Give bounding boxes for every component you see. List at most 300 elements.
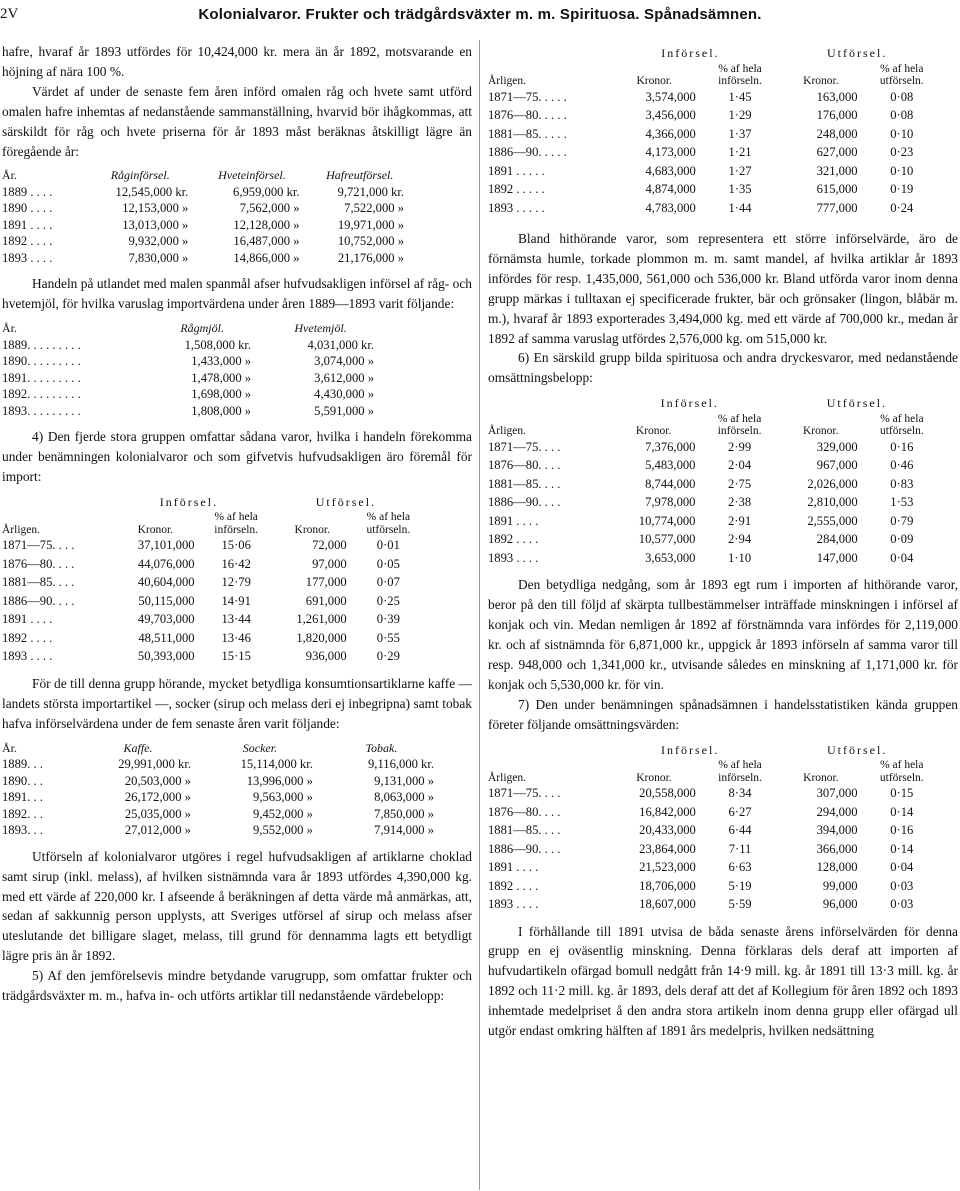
table-cell: 3,074,000 »: [314, 354, 374, 369]
table-cell: 72,000: [312, 538, 347, 553]
table-row: [488, 143, 938, 162]
header-kronor: Kronor.: [803, 75, 839, 87]
table-cell: 366,000: [816, 841, 858, 856]
table-cell: 0·08: [890, 108, 914, 122]
left-column: [2, 42, 472, 1006]
table-cell: 1891 . . . .: [488, 860, 539, 874]
table-cell: 284,000: [816, 532, 858, 547]
table-cell: 1891 . . . . .: [488, 163, 545, 178]
col-header: Hvetemjöl.: [294, 321, 347, 336]
table-row: [2, 353, 382, 370]
table-cell: 1893 . . . .: [2, 649, 53, 664]
table-cell: 329,000: [816, 439, 858, 454]
table-row: [488, 512, 938, 531]
table-row: [488, 199, 938, 218]
header-kronor: Kronor.: [294, 523, 330, 536]
header-pct: % af hela utförseln.: [879, 412, 924, 438]
table-row: [2, 773, 442, 790]
table-cell: 0·04: [890, 550, 914, 565]
table-cell: 1889. . .: [2, 757, 43, 772]
table-cell: 1886—90. . . . .: [488, 145, 567, 159]
table-cell: 12,128,000 »: [233, 217, 300, 232]
table-row: [2, 592, 422, 611]
table-cell: 1891 . . . .: [488, 513, 539, 528]
table-cell: 48,511,000: [138, 630, 195, 645]
table-cell: 7,522,000 »: [344, 201, 404, 216]
table-cell: 0·03: [890, 897, 914, 911]
table-cell: 15,114,000 kr.: [240, 757, 313, 772]
table-cell: 14,866,000 »: [233, 250, 300, 265]
table-cell: 44,076,000: [137, 556, 195, 571]
table-cell: 1871—75. . . .: [488, 786, 561, 800]
table-cell: 0·29: [376, 649, 400, 664]
col-header: Rågmjöl.: [180, 321, 224, 336]
table-cell: 1881—85. . . . .: [488, 126, 567, 141]
table-cell: 97,000: [312, 556, 347, 571]
header-utforsel: Utförsel.: [826, 742, 888, 757]
col-header: År.: [2, 740, 17, 755]
table-cell: 1871—75. . . .: [2, 538, 75, 553]
table-cell: 21,523,000: [639, 860, 696, 874]
table-row: [2, 806, 442, 823]
table-row: [2, 555, 422, 574]
table-cell: 16·42: [221, 556, 251, 571]
header-pct: % af hela utförseln.: [879, 62, 924, 87]
table-cell: 20,558,000: [639, 786, 696, 800]
table-cell: 6·44: [728, 823, 752, 837]
header-kronor: Kronor.: [803, 771, 839, 784]
table-cell: 6·63: [728, 860, 752, 874]
table-cell: 307,000: [816, 786, 858, 800]
table-cell: 0·09: [890, 532, 914, 547]
table-row: [488, 180, 938, 199]
table-cell: 1886—90. . . .: [2, 593, 75, 608]
table-row: [488, 493, 938, 512]
table-cell: 627,000: [816, 145, 858, 159]
table-row: [2, 250, 412, 267]
table-cell: 0·55: [376, 630, 400, 645]
table-cell: 0·16: [890, 439, 914, 454]
table-cell: 96,000: [822, 897, 858, 911]
table-cell: 16,842,000: [639, 804, 696, 819]
table-cell: 9,452,000 »: [253, 806, 313, 821]
table-cell: 0·08: [890, 89, 914, 104]
table-cell: 0·03: [890, 878, 914, 893]
table-cell: 1·37: [728, 126, 752, 141]
header-inforsel: Införsel.: [660, 396, 719, 411]
table-cell: 1,820,000: [296, 630, 347, 645]
table-row: [488, 803, 938, 822]
paragraph: Utförseln af kolonialvaror utgöres i regel hufvudsakligen af artiklarne choklad samt sirup (inkl. melass), af hvilken sistnämnda vara år 1893 utfördes 4,390,000 kg. med ett värde af 220,000 kr. I afseende å beräkningen af detta värde må anmärkas, att, sedan af sakkunnig person upplysts, att Sveriges utförsel af sirup och melass afser uteslutande det billigare slaget, melass, till grund för dennamma lagts ett betydligt lägre pris än år 1892.: [2, 848, 472, 964]
table-cell: 0·15: [890, 786, 914, 800]
header-pct: % af hela utförseln.: [879, 759, 924, 784]
table-cell: 0·79: [890, 513, 914, 528]
table-cell: 1892. . .: [2, 806, 43, 821]
table-cell: 0·39: [376, 612, 400, 627]
table-cell: 1,698,000 »: [191, 387, 252, 402]
table-cell: 0·25: [376, 593, 400, 608]
table-cell: 1893. . . . . . . . .: [2, 403, 81, 418]
paragraph: 7) Den under benämningen spånadsämnen i handelsstatistiken kända gruppen företer följande omsättningsvärden:: [488, 696, 958, 732]
table-cell: 1876—80. . . . .: [488, 108, 567, 122]
col-header: År.: [2, 321, 17, 336]
table-cell: 176,000: [816, 108, 858, 122]
table-cell: 1893. . .: [2, 823, 43, 838]
paragraph: Bland hithörande varor, som representera ett större införselvärde, äro de förnämsta humle, torkade plommon m. m. samt mandel, af hvilka artiklar år 1893 infördes för resp. 1,435,000, 561,000 och 536,000 kr. Bland utförda varor inom denna grupp märkas i tulltaxan ej specificerade frukter, bär och grönsaker (lingon, blåbär m. m.), hvaraf år 1893 exporterades 3,494,000 kg. med ett värde af 700,000 kr., medan år 1892 af samma varuslag utfördes 2,576,000 kg. om 515,000 kr.: [488, 231, 958, 346]
header-pct: % af hela införseln.: [717, 412, 762, 438]
paragraph: hafre, hvaraf år 1893 utfördes för 10,424,000 kr. mera än år 1892, motsvarande en höjning af nära 100 %.: [2, 44, 472, 79]
paragraph: 4) Den fjerde stora gruppen omfattar sådana varor, hvilka i handeln förekomma under benämningen kolonialvaror och som gifvetvis hufvudsakligen äro föremål för import:: [2, 429, 472, 485]
colonial-goods-table: [2, 493, 422, 666]
table-cell: 49,703,000: [137, 612, 195, 627]
table-cell: 20,433,000: [639, 823, 696, 837]
table-row: [2, 233, 412, 250]
table-cell: 5·19: [728, 878, 752, 893]
paragraph: För de till denna grupp hörande, mycket betydliga konsumtionsartiklarne kaffe — landets största importartikel —, socker (sirup och melass deri ej inbegripna) samt tobak hafva införselvärdena under de fem senaste åren varit följande:: [2, 675, 472, 731]
table-cell: 2,555,000: [807, 513, 858, 528]
table-cell: 29,991,000 kr.: [118, 757, 191, 772]
table-cell: 2,026,000: [807, 476, 858, 491]
table-cell: 1·27: [728, 163, 752, 178]
col-header: Kaffe.: [123, 740, 153, 755]
header-pct: % af hela utförseln.: [366, 511, 411, 536]
table-cell: 4,366,000: [645, 126, 696, 141]
table-cell: 1881—85. . . .: [2, 575, 75, 590]
table-cell: 50,115,000: [138, 593, 195, 608]
table-row: [488, 456, 938, 475]
table-cell: 27,012,000 »: [124, 823, 191, 838]
header-kronor: Kronor.: [137, 523, 174, 536]
page-header: [0, 6, 960, 26]
table-cell: 6·27: [728, 804, 752, 819]
table-cell: 5·59: [728, 897, 752, 911]
table-cell: 177,000: [305, 575, 347, 590]
table-row: [488, 88, 938, 107]
table-cell: 0·23: [890, 145, 914, 159]
table-cell: 13,013,000 »: [122, 217, 189, 232]
table-row: [2, 610, 422, 629]
table-cell: 1886—90. . . .: [488, 841, 561, 856]
table-row: [2, 217, 412, 234]
header-pct: % af hela införseln.: [214, 511, 259, 536]
table-cell: 9,721,000 kr.: [337, 184, 404, 199]
table-row: [2, 337, 382, 354]
table-cell: 0·24: [890, 200, 914, 215]
table-cell: 1893 . . . .: [488, 550, 539, 565]
table-cell: 1·10: [728, 550, 752, 565]
header-inforsel: Införsel.: [661, 46, 720, 60]
table-cell: 14·91: [221, 593, 251, 608]
table-cell: 936,000: [305, 649, 347, 664]
col-header: Hafreutförsel.: [326, 168, 394, 183]
table-cell: 0·01: [376, 538, 400, 553]
header-kronor: Kronor.: [802, 425, 839, 438]
table-cell: 1892 . . . .: [2, 234, 53, 249]
table-cell: 3,653,000: [645, 550, 696, 565]
table-cell: 1871—75. . . .: [488, 439, 561, 454]
table-row: [488, 840, 938, 859]
table-cell: 1·44: [728, 200, 752, 215]
col-header: Socker.: [242, 740, 278, 755]
table-cell: 1889 . . . .: [2, 184, 53, 199]
table-cell: 5,483,000: [645, 458, 696, 473]
table-cell: 1·29: [728, 108, 752, 122]
table-row: [488, 877, 938, 896]
table-cell: 1,808,000 »: [191, 403, 252, 418]
table-cell: 7,850,000 »: [374, 806, 434, 821]
table-cell: 1,478,000 »: [191, 370, 252, 385]
table-cell: 4,173,000: [645, 145, 696, 159]
header-pct: % af hela införseln.: [718, 759, 762, 784]
table-cell: 9,116,000 kr.: [368, 757, 434, 772]
header-inforsel: Införsel.: [660, 742, 720, 757]
table-cell: 9,932,000 »: [128, 234, 189, 249]
table-row: [488, 438, 938, 457]
table-cell: 23,864,000: [639, 841, 696, 856]
table-cell: 615,000: [816, 182, 858, 196]
table-row: [2, 200, 412, 217]
textile-table: [488, 741, 938, 914]
table-cell: 25,035,000 »: [124, 806, 191, 821]
table-cell: 18,607,000: [639, 897, 696, 911]
table-cell: 1891 . . . .: [2, 217, 53, 232]
table-cell: 1893 . . . .: [488, 897, 539, 911]
table-cell: 13,996,000 »: [246, 773, 313, 788]
paragraph: 6) En särskild grupp bilda spirituosa och andra dryckesvaror, med nedanstående omsättningsbelopp:: [488, 350, 958, 386]
table-row: [2, 573, 422, 592]
header-utforsel: Utförsel.: [826, 46, 888, 60]
table-cell: 5,591,000 »: [314, 403, 374, 418]
table-cell: 9,563,000 »: [253, 790, 313, 805]
table-row: [2, 536, 422, 555]
page-title: Kolonialvaror. Frukter och trädgårdsväxter m. m. Spirituosa. Spånadsämnen.: [198, 6, 762, 23]
table-row: [488, 549, 938, 568]
table-cell: 2·91: [728, 513, 752, 528]
table-row: [488, 821, 938, 840]
table-cell: 13·44: [221, 612, 251, 627]
table-row: [2, 822, 442, 839]
header-kronor: Kronor.: [636, 771, 672, 784]
table-cell: 0·04: [890, 860, 914, 874]
table-row: [2, 647, 422, 666]
col-header: Råginförsel.: [110, 168, 170, 183]
table-cell: 26,172,000 »: [124, 790, 191, 805]
table-cell: 13·46: [221, 630, 251, 645]
table-cell: 12,153,000 »: [122, 201, 189, 216]
table-cell: 1871—75. . . . .: [488, 89, 567, 104]
table-cell: 4,874,000: [645, 182, 696, 196]
table-cell: 967,000: [816, 458, 858, 473]
table-row: [2, 789, 442, 806]
table-cell: 1891. . .: [2, 790, 43, 805]
table-row: [488, 106, 938, 125]
table-cell: 50,393,000: [137, 649, 195, 664]
table-cell: 248,000: [816, 126, 858, 141]
table-cell: 10,577,000: [638, 532, 696, 547]
table-cell: 0·14: [890, 804, 914, 819]
table-cell: 21,176,000 »: [337, 250, 404, 265]
header-arligen: Årligen.: [2, 523, 41, 536]
table-cell: 10,752,000 »: [337, 234, 404, 249]
table-cell: 1,508,000 kr.: [184, 337, 252, 352]
table-cell: 7·11: [728, 841, 752, 856]
column-divider: [479, 40, 480, 1190]
header-arligen: Årligen.: [488, 425, 527, 438]
header-arligen: Årligen.: [488, 771, 527, 784]
table-cell: 0·10: [890, 126, 914, 141]
table-row: [2, 184, 412, 201]
table-cell: 0·19: [890, 182, 914, 196]
paragraph: I förhållande till 1891 utvisa de båda senaste årens införselvärden för denna grupp en ej oväsentlig minskning. Denna förklaras dels deraf att importen af hufvudartikeln ofärgad bomull nedgått från 14·9 mill. kg. år 1891 till 13·3 mill. kg. år 1892 och 11·2 mill. kg. år 1893, dels deraf att det af Kollegium för åren 1892 och 1893 inhemtade medelpriset å den andra stora artikeln inom denna grupp eller ofärgad ull utgör endast omkring hälften af 1891 års medelpris, hvilken nedsättning: [488, 923, 958, 1039]
table-cell: 1889. . . . . . . . .: [2, 337, 81, 352]
table-cell: 12·79: [221, 575, 251, 590]
table-cell: 2·99: [728, 439, 752, 454]
header-utforsel: Utförsel.: [315, 494, 377, 509]
header-inforsel: Införsel.: [159, 494, 219, 509]
table-cell: 8,744,000: [645, 476, 696, 491]
table-cell: 0·05: [376, 556, 400, 571]
table-cell: 0·07: [376, 575, 400, 590]
table-cell: 1·21: [728, 145, 752, 159]
header-utforsel: Utförsel.: [826, 396, 888, 411]
coffee-sugar-tobacco-table: [2, 740, 442, 839]
table-cell: 37,101,000: [137, 538, 195, 553]
table-cell: 9,552,000 »: [253, 823, 313, 838]
table-cell: 691,000: [305, 593, 347, 608]
table-cell: 1890. . .: [2, 773, 43, 788]
table-cell: 99,000: [822, 878, 858, 893]
table-cell: 1892 . . . . .: [488, 182, 545, 196]
table-cell: 1886—90. . . .: [488, 495, 561, 510]
table-cell: 0·83: [890, 476, 914, 491]
table-cell: 1,433,000 »: [191, 354, 252, 369]
table-cell: 7,830,000 »: [128, 250, 189, 265]
paragraph: Handeln på utlandet med malen spanmål afser hufvudsakligen införsel af råg- och hvetemjöl, för hvilka varuslag importvärdena under åren 1889—1893 varit följande:: [2, 276, 472, 312]
table-cell: 1893 . . . .: [2, 250, 53, 265]
header-kronor: Kronor.: [635, 425, 672, 438]
table-cell: 20,503,000 »: [124, 773, 191, 788]
table-cell: 15·06: [221, 538, 251, 553]
table-cell: 1891. . . . . . . . .: [2, 370, 81, 385]
table-cell: 0·14: [890, 841, 914, 856]
table-row: [488, 475, 938, 494]
table-cell: 18,706,000: [639, 878, 696, 893]
table-cell: 9,131,000 »: [374, 773, 434, 788]
fruit-table: [488, 44, 938, 217]
table-cell: 163,000: [816, 89, 858, 104]
table-cell: 3,456,000: [645, 108, 696, 122]
table-cell: 8·34: [728, 786, 752, 800]
table-cell: 40,604,000: [137, 575, 195, 590]
right-column: [488, 42, 958, 1041]
table-cell: 1881—85. . . .: [488, 823, 561, 837]
table-cell: 1890 . . . .: [2, 201, 53, 216]
table-row: [488, 858, 938, 877]
table-cell: 294,000: [816, 804, 858, 819]
table-cell: 0·46: [890, 458, 914, 473]
table-cell: 1891 . . . .: [2, 612, 53, 627]
table-cell: 128,000: [816, 860, 858, 874]
table-cell: 1876—80. . . .: [488, 804, 561, 819]
table-cell: 1·35: [728, 182, 752, 196]
table-cell: 394,000: [816, 823, 858, 837]
page-number: 2V: [0, 6, 19, 22]
table-cell: 1·45: [728, 89, 752, 104]
table-cell: 0·10: [890, 163, 914, 178]
paragraph: 5) Af den jemförelsevis mindre betydande varugrupp, som omfattar frukter och trädgårdsväxter m. m., hafva in- och utförts artiklar till nedanstående värdebelopp:: [2, 968, 472, 1004]
table-cell: 2·38: [728, 495, 752, 510]
table-cell: 15·15: [221, 649, 251, 664]
table-cell: 777,000: [816, 200, 858, 215]
table-row: [2, 370, 382, 387]
table-cell: 16,487,000 »: [233, 234, 300, 249]
table-cell: 7,914,000 »: [374, 823, 434, 838]
table-row: [488, 125, 938, 144]
table-row: [488, 162, 938, 181]
table-cell: 19,971,000 »: [337, 217, 404, 232]
table-cell: 1893 . . . . .: [488, 200, 545, 215]
table-cell: 1876—80. . . .: [2, 556, 75, 571]
col-header: Hveteinförsel.: [218, 168, 286, 183]
table-cell: 1892. . . . . . . . .: [2, 387, 81, 402]
table-cell: 0·16: [890, 823, 914, 837]
table-row: [2, 756, 442, 773]
table-cell: 4,031,000 kr.: [307, 337, 374, 352]
table-cell: 3,574,000: [645, 89, 696, 104]
table-row: [488, 895, 938, 914]
table-cell: 1890. . . . . . . . .: [2, 354, 81, 369]
table-cell: 1876—80. . . .: [488, 458, 561, 473]
header-arligen: Årligen.: [488, 75, 527, 87]
table-cell: 8,063,000 »: [374, 790, 434, 805]
table-cell: 2·94: [728, 532, 752, 547]
table-cell: 7,376,000: [645, 439, 696, 454]
grain-import-table: [2, 167, 412, 266]
table-cell: 7,562,000 »: [239, 201, 300, 216]
table-cell: 4,683,000: [645, 163, 696, 178]
paragraph: Värdet af under de senaste fem åren införd omalen råg och hvete samt utförd omalen hafre inhemtas af nedanstående sammanställning, hvarvid bör ihågkommas, att särskildt för råg och hvete priserna för år 1893 måst beräknas åtskilligt lägre än föregående år:: [2, 83, 472, 159]
header-pct: % af hela införseln.: [718, 62, 762, 87]
table-cell: 1881—85. . . .: [488, 476, 561, 491]
table-cell: 2·75: [728, 476, 752, 491]
table-cell: 321,000: [816, 163, 858, 178]
table-cell: 147,000: [816, 550, 858, 565]
col-header: År.: [2, 168, 17, 183]
table-row: [2, 386, 382, 403]
header-kronor: Kronor.: [636, 75, 672, 87]
table-cell: 2·04: [728, 458, 752, 473]
table-cell: 10,774,000: [638, 513, 696, 528]
paragraph: Den betydliga nedgång, som år 1893 egt rum i importen af hithörande varor, beror på den till följd af skärpta tullbestämmelser inträffade minskningen i införsel af konjak och vin. Medan nemligen år 1892 af förstnämnda vara infördes för 2,119,000 kr. och af sistnämnda för 6,871,000 kr., uppgick år 1893 införseln af samma varor till resp. 948,000 och 1,341,000 kr., utvisande således en minskning af 1,171,000 kr. för konjak och 5,530,000 kr. för vin.: [488, 577, 958, 692]
table-cell: 1892 . . . .: [2, 630, 53, 645]
table-row: [2, 629, 422, 648]
table-row: [488, 530, 938, 549]
table-cell: 1·53: [890, 495, 914, 510]
table-row: [488, 784, 938, 803]
table-cell: 12,545,000 kr.: [115, 184, 189, 199]
table-cell: 1892 . . . .: [488, 878, 539, 893]
table-cell: 1892 . . . .: [488, 532, 539, 547]
table-cell: 7,978,000: [645, 495, 696, 510]
col-header: Tobak.: [365, 740, 398, 755]
table-cell: 1,261,000: [296, 612, 347, 627]
flour-import-table: [2, 320, 382, 419]
spirits-table: [488, 394, 938, 567]
table-cell: 2,810,000: [807, 495, 858, 510]
table-cell: 3,612,000 »: [314, 370, 374, 385]
table-cell: 6,959,000 kr.: [233, 184, 300, 199]
table-cell: 4,430,000 »: [314, 387, 374, 402]
